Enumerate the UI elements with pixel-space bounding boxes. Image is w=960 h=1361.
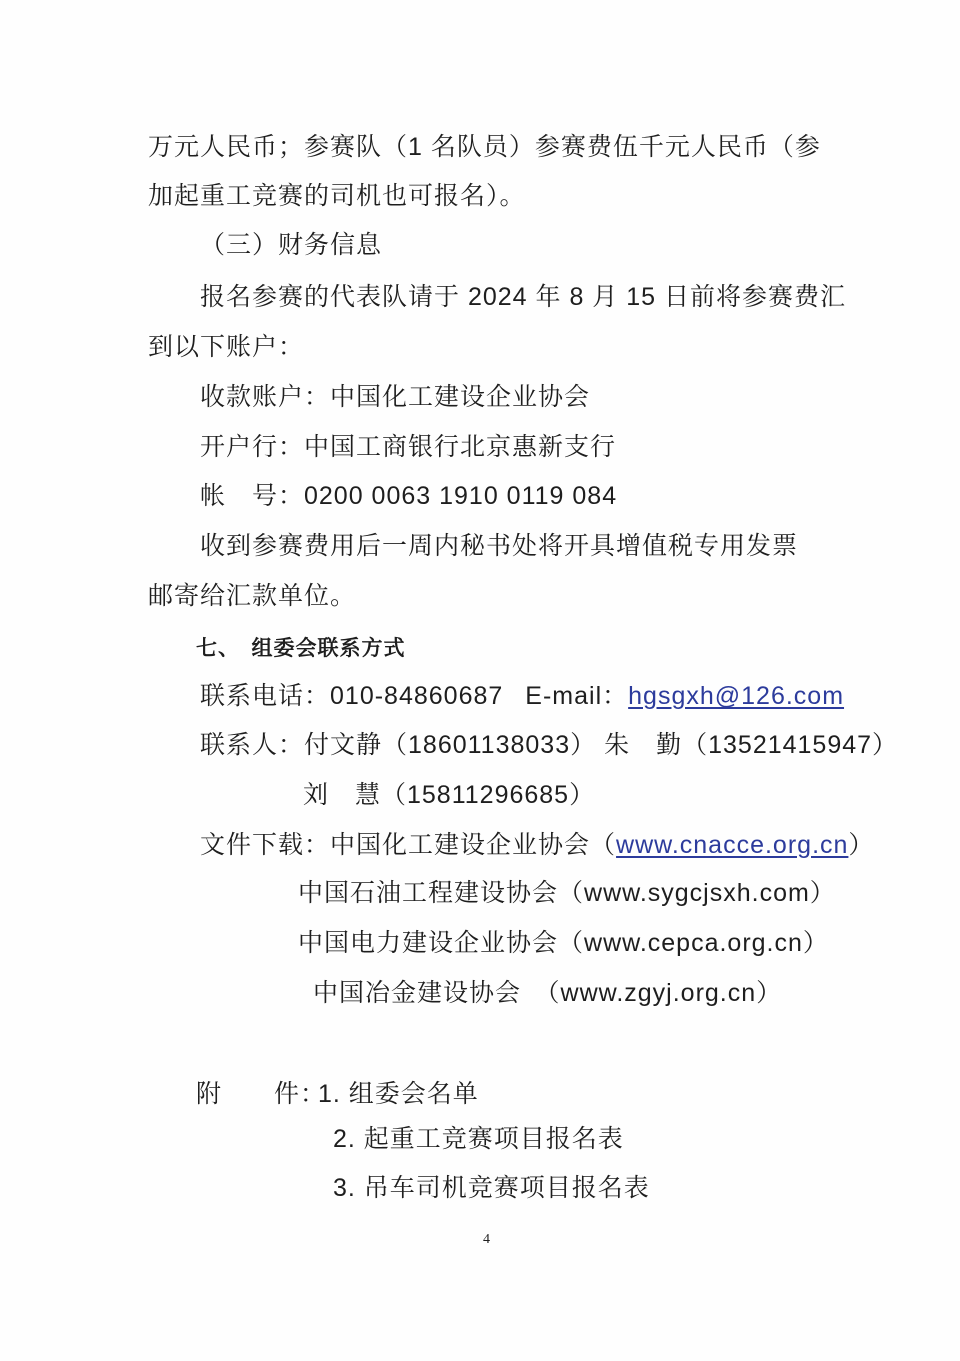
open-paren: （ — [558, 929, 585, 957]
close-paren: ） — [756, 979, 783, 1007]
download-org: 中国冶金建设协会 — [313, 979, 522, 1007]
open-paren: （ — [521, 979, 561, 1007]
fee-note-line-1: 万元人民币；参赛队（1 名队员）参赛费伍千元人民币（参 — [148, 133, 821, 161]
close-paren: ） — [802, 929, 829, 957]
phone-label: 联系电话： — [200, 682, 331, 710]
finance-heading: （三）财务信息 — [200, 231, 383, 259]
finance-deadline-line-2: 到以下账户： — [148, 333, 305, 361]
page-number: 4 — [483, 1232, 490, 1247]
phone-number: 010-84860687 — [330, 682, 504, 710]
open-paren: （ — [590, 831, 617, 859]
invoice-note-line-2: 邮寄给汇款单位。 — [148, 582, 357, 610]
download-line-4 — [313, 978, 782, 1008]
download-url: www.sygcjsxh.com — [584, 879, 810, 907]
attachment-item-3: 3. 吊车司机竞赛项目报名表 — [333, 1174, 650, 1202]
contact-person-1: 付文静（18601138033） — [304, 731, 597, 759]
close-paren: ） — [848, 831, 875, 859]
download-line-1 — [200, 830, 874, 860]
attachment-item-1: 1. 组委会名单 — [318, 1080, 479, 1108]
email-label: E-mail： — [525, 682, 629, 710]
download-label: 文件下载： — [200, 831, 331, 859]
download-url: www.cepca.org.cn — [584, 929, 803, 957]
download-link-cnacce[interactable]: www.cnacce.org.cn — [616, 831, 849, 859]
bank-name: 开户行：中国工商银行北京惠新支行 — [200, 433, 617, 461]
contact-persons-line — [200, 730, 898, 760]
download-org: 中国石油工程建设协会 — [298, 879, 559, 907]
contact-person-2: 朱 勤（13521415947） — [604, 731, 899, 759]
contact-section-heading: 七、 组委会联系方式 — [196, 637, 406, 660]
invoice-note-line-1: 收到参赛费用后一周内秘书处将开具增值税专用发票 — [200, 532, 799, 560]
fee-note-line-2: 加起重工竞赛的司机也可报名）。 — [148, 182, 526, 210]
email-link[interactable]: hgsgxh@126.com — [628, 682, 845, 710]
download-org: 中国电力建设企业协会 — [298, 929, 559, 957]
open-paren: （ — [558, 879, 585, 907]
download-line-3 — [298, 928, 829, 958]
download-org: 中国化工建设企业协会 — [330, 831, 591, 859]
contact-person-label: 联系人： — [200, 731, 305, 759]
payee-account-name: 收款账户：中国化工建设企业协会 — [200, 383, 591, 411]
contact-phone-line — [200, 681, 844, 711]
finance-deadline-line-1: 报名参赛的代表队请于 2024 年 8 月 15 日前将参赛费汇 — [200, 283, 847, 311]
account-number: 帐 号：0200 0063 1910 0119 084 — [200, 482, 618, 510]
close-paren: ） — [809, 879, 836, 907]
contact-person-3: 刘 慧（15811296685） — [303, 781, 596, 809]
attachment-item-2: 2. 起重工竞赛项目报名表 — [333, 1125, 624, 1153]
attachments-label: 附 件： — [196, 1080, 327, 1108]
download-line-2 — [298, 878, 836, 908]
download-url: www.zgyj.org.cn — [560, 979, 757, 1007]
